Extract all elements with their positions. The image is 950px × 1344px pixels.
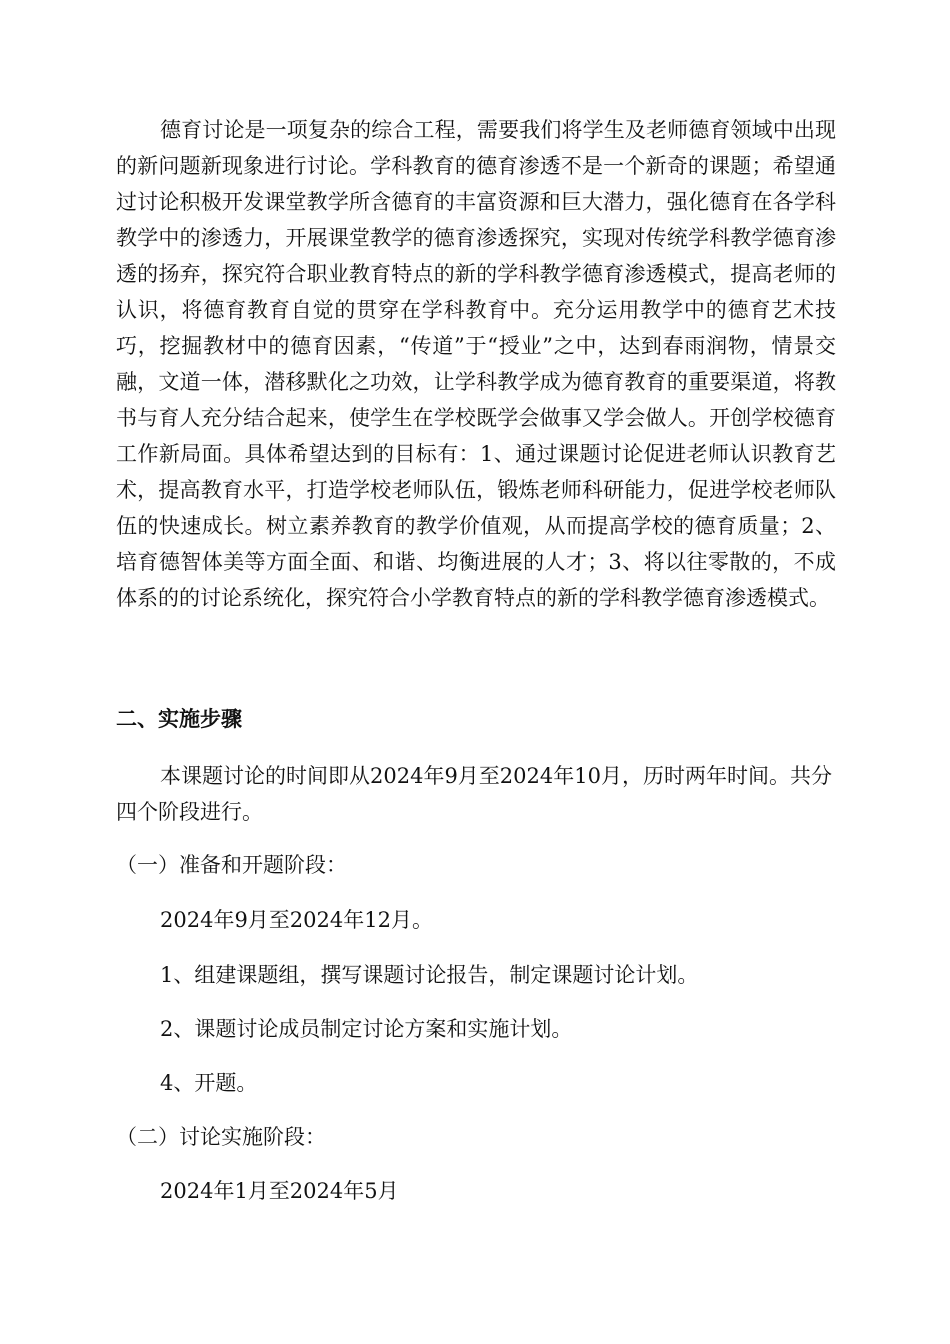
steps-intro-paragraph: 本课题讨论的时间即从2024年9月至2024年10月，历时两年时间。共分四个阶段进行。 xyxy=(116,764,832,824)
section-heading: 二、实施步骤 xyxy=(116,706,242,731)
intro-paragraph: 德育讨论是一项复杂的综合工程，需要我们将学生及老师德育领域中出现的新问题新现象进行讨论。学科教育的德育渗透不是一个新奇的课题；希望通过讨论积极开发课堂教学所含德育的丰富资源和巨大潜力，强化德育在各学科教学中的渗透力，开展课堂教学的德育渗透探究，实现对传统学科教学德育渗透的扬弃，探究符合职业教育特点的新的学科教学德育渗透模式，提高老师的认识，将德育教育自觉的贯穿在学科教育中。充分运用教学中的德育艺术技巧，挖掘教材中的德育因素，“传道”于“授业”之中，达到春雨润物，情景交融，文道一体，潜移默化之功效，让学科教学成为德育教育的重要渠道，将教书与育人充分结合起来，使学生在学校既学会做事又学会做人。开创学校德育工作新局面。具体希望达到的目标有：1、通过课题讨论促进老师认识教育艺术，提高教育水平，打造学校老师队伍，锻炼老师科研能力，促进学校老师队伍的快速成长。树立素养教育的教学价值观，从而提高学校的德育质量；2、培育德智体美等方面全面、和谐、均衡进展的人才；3、将以往零散的，不成体系的的讨论系统化，探究符合小学教育特点的新的学科教学德育渗透模式。 xyxy=(116,118,836,610)
stage1-title: （一）准备和开题阶段： xyxy=(116,853,347,877)
stage1-period: 2024年9月至2024年12月。 xyxy=(160,908,433,932)
stage2-period: 2024年1月至2024年5月 xyxy=(160,1179,399,1203)
stage2-title: （二）讨论实施阶段： xyxy=(116,1125,326,1149)
stage1-item: 4、开题。 xyxy=(160,1071,258,1095)
stage1-item: 2、课题讨论成员制定讨论方案和实施计划。 xyxy=(160,1017,573,1041)
stage1-item: 1、组建课题组，撰写课题讨论报告，制定课题讨论计划。 xyxy=(160,963,699,987)
